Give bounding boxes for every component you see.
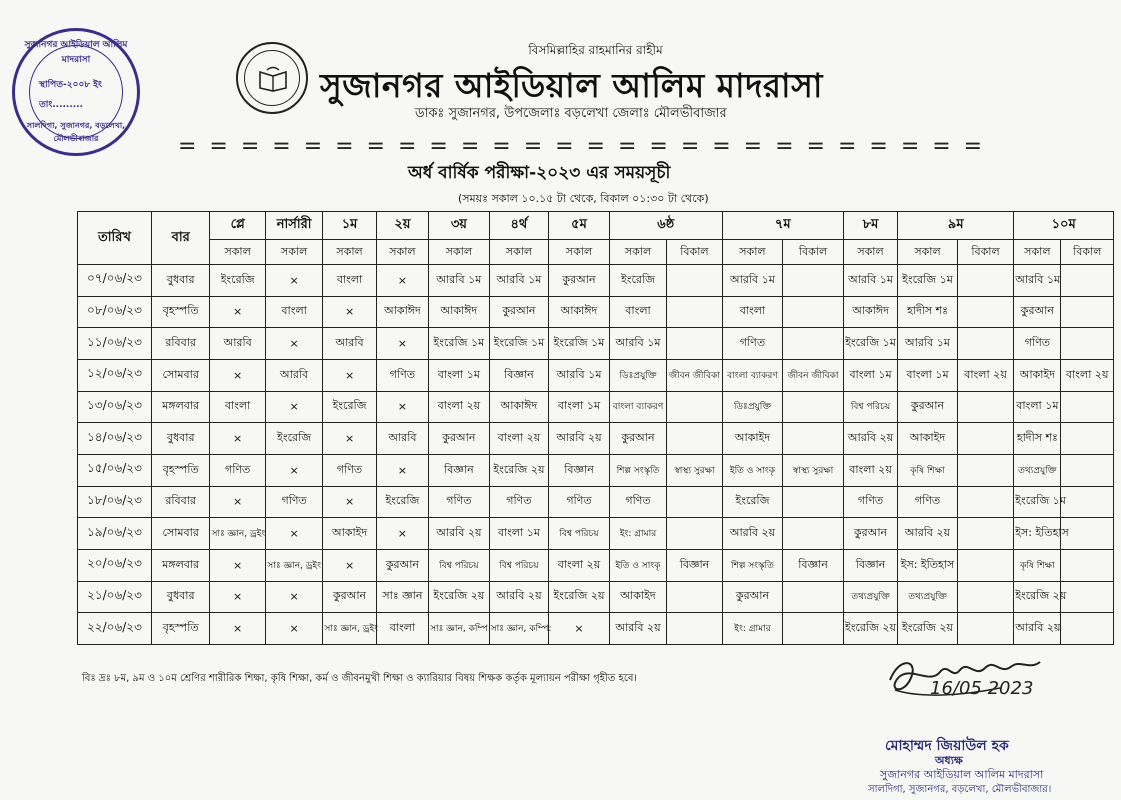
- subject-cell: গণিত: [1014, 328, 1061, 360]
- subject-cell: বাংলা: [376, 613, 428, 645]
- subject-cell: আরবি ২য়: [429, 518, 490, 550]
- subject-cell: গণিত: [843, 486, 897, 518]
- subject-cell: [783, 391, 844, 423]
- subject-cell: আরবি ১ম: [609, 328, 666, 360]
- row-day: রবিবার: [151, 486, 210, 518]
- class-header: ৪র্থ: [489, 212, 549, 240]
- subject-cell: কুরআন: [722, 581, 783, 613]
- subject-cell: [1061, 581, 1114, 613]
- row-day: মঙ্গলবার: [151, 549, 210, 581]
- subject-cell: তথ্যপ্রযুক্তি: [1014, 454, 1061, 486]
- session-header: বিকাল: [957, 240, 1013, 265]
- subject-cell: আরবি ১ম: [843, 265, 897, 297]
- subject-cell: ×: [210, 549, 265, 581]
- subject-cell: [957, 328, 1013, 360]
- subject-cell: কুরআন: [549, 265, 610, 297]
- subject-cell: বিজ্ঞান: [843, 549, 897, 581]
- table-header-row-classes: [78, 212, 1114, 240]
- subject-cell: ×: [265, 328, 322, 360]
- subject-cell: সাঃ জ্ঞান, কম্পি:: [429, 613, 490, 645]
- subject-cell: বিজ্ঞান: [489, 359, 549, 391]
- class-header: ২য়: [376, 212, 428, 240]
- subject-cell: [957, 265, 1013, 297]
- class-header: ৮ম: [843, 212, 897, 240]
- subject-cell: ×: [376, 454, 428, 486]
- session-header: সকাল: [609, 240, 666, 265]
- subject-cell: [1061, 486, 1114, 518]
- subject-cell: [1061, 613, 1114, 645]
- subject-cell: [1061, 328, 1114, 360]
- subject-cell: বিজ্ঞান: [667, 549, 722, 581]
- subject-cell: আকাঈদ: [843, 296, 897, 328]
- class-header: ৬ষ্ঠ: [609, 212, 722, 240]
- subject-cell: ×: [265, 391, 322, 423]
- session-header: সকাল: [843, 240, 897, 265]
- subject-cell: আরবি ১ম: [1014, 265, 1061, 297]
- class-header: ১ম: [323, 212, 376, 240]
- subject-cell: গণিত: [898, 486, 958, 518]
- subject-cell: [667, 581, 722, 613]
- subject-cell: ×: [376, 265, 428, 297]
- subject-cell: [957, 391, 1013, 423]
- row-day: মঙ্গলবার: [151, 391, 210, 423]
- subject-cell: ইস: ইতিহাস: [1014, 518, 1061, 550]
- stamp-established: স্থাপিত-২০০৮ ইং: [39, 80, 102, 90]
- seal-school-name: সুজানগর আইডিয়াল আলিম মাদরাসা: [880, 768, 1044, 781]
- subject-cell: ×: [376, 518, 428, 550]
- subject-cell: আরবি: [265, 359, 322, 391]
- subject-cell: আকাঈদ: [429, 296, 490, 328]
- row-day: রবিবার: [151, 328, 210, 360]
- day-header: বার: [151, 212, 210, 265]
- subject-cell: সাঃ জ্ঞান, ড্রইং: [323, 613, 376, 645]
- row-date: ১৫/০৬/২৩: [78, 454, 152, 486]
- subject-cell: [667, 518, 722, 550]
- session-header: সকাল: [376, 240, 428, 265]
- subject-cell: [783, 581, 844, 613]
- row-date: ১৯/০৬/২৩: [78, 518, 152, 550]
- subject-cell: [1061, 391, 1114, 423]
- subject-cell: সাঃ জ্ঞান: [376, 581, 428, 613]
- session-header: সকাল: [489, 240, 549, 265]
- row-day: বুধবার: [151, 423, 210, 455]
- subject-cell: বিজ্ঞান: [783, 549, 844, 581]
- subject-cell: [1061, 265, 1114, 297]
- subject-cell: [1061, 296, 1114, 328]
- subject-cell: আকাইদ: [1014, 359, 1061, 391]
- subject-cell: ×: [549, 613, 610, 645]
- principal-role: অধ্যক্ষ: [935, 754, 963, 767]
- subject-cell: ইংরেজি: [210, 265, 265, 297]
- table-row: [78, 549, 1114, 581]
- subject-cell: [667, 296, 722, 328]
- subject-cell: স্বাস্থ্য সুরক্ষা: [667, 454, 722, 486]
- subject-cell: আরবি: [323, 328, 376, 360]
- subject-cell: [957, 454, 1013, 486]
- session-header: সকাল: [1014, 240, 1061, 265]
- subject-cell: কুরআন: [376, 549, 428, 581]
- table-row: [78, 613, 1114, 645]
- subject-cell: [957, 296, 1013, 328]
- subject-cell: বিজ্ঞান: [549, 454, 610, 486]
- subject-cell: বাংলা: [722, 296, 783, 328]
- subject-cell: আকাঈদ: [489, 391, 549, 423]
- subject-cell: কুরআন: [489, 296, 549, 328]
- session-header: বিকাল: [667, 240, 722, 265]
- subject-cell: [667, 423, 722, 455]
- subject-cell: [783, 328, 844, 360]
- subject-cell: বাংলা ১ম: [843, 359, 897, 391]
- subject-cell: [667, 613, 722, 645]
- subject-cell: ×: [210, 486, 265, 518]
- table-row: [78, 391, 1114, 423]
- subject-cell: [783, 423, 844, 455]
- subject-cell: বাংলা ২য়: [1061, 359, 1114, 391]
- row-date: ২০/০৬/২৩: [78, 549, 152, 581]
- subject-cell: গণিত: [429, 486, 490, 518]
- class-header: ৫ম: [549, 212, 610, 240]
- row-day: বৃহস্পতি: [151, 296, 210, 328]
- subject-cell: কুরআন: [609, 423, 666, 455]
- subject-cell: গণিত: [722, 328, 783, 360]
- subject-cell: ×: [210, 359, 265, 391]
- subject-cell: গণিত: [210, 454, 265, 486]
- subject-cell: বিশ্ব পরিচয়: [549, 518, 610, 550]
- subject-cell: গণিত: [265, 486, 322, 518]
- subject-cell: ইংরেজি ২য়: [898, 613, 958, 645]
- table-row: [78, 486, 1114, 518]
- class-header: ১০ম: [1014, 212, 1114, 240]
- subject-cell: ×: [323, 486, 376, 518]
- row-date: ১৪/০৬/২৩: [78, 423, 152, 455]
- subject-cell: ইংরেজি: [265, 423, 322, 455]
- session-header: সকাল: [210, 240, 265, 265]
- subject-cell: ইংরেজি: [323, 391, 376, 423]
- subject-cell: ইংরেজি ১ম: [429, 328, 490, 360]
- subject-cell: ইংরেজি ১ম: [843, 328, 897, 360]
- subject-cell: ইংরেজি: [609, 265, 666, 297]
- table-row: [78, 518, 1114, 550]
- subject-cell: ইং: গ্রামার: [609, 518, 666, 550]
- subject-cell: [957, 518, 1013, 550]
- subject-cell: ইংরেজি ২য়: [489, 454, 549, 486]
- subject-cell: আকাঈদ: [376, 296, 428, 328]
- row-date: ১৩/০৬/২৩: [78, 391, 152, 423]
- subject-cell: বাংলা ১ম: [429, 359, 490, 391]
- subject-cell: ×: [210, 613, 265, 645]
- subject-cell: বাংলা: [609, 296, 666, 328]
- stamp-ring-bottom-text: সালদিগা, সুজানগর, বড়লেখা, মৌলভীবাজার: [26, 121, 126, 143]
- subject-cell: বাংলা ১ম: [898, 359, 958, 391]
- subject-cell: আকাইদ: [722, 423, 783, 455]
- subject-cell: [1061, 549, 1114, 581]
- subject-cell: [783, 486, 844, 518]
- row-day: বৃহস্পতি: [151, 454, 210, 486]
- subject-cell: ইংরেজি ২য়: [843, 613, 897, 645]
- subject-cell: [783, 613, 844, 645]
- session-header: বিকাল: [783, 240, 844, 265]
- header-divider: = = = = = = = = = = = = = = = = = = = = = = = = = =: [178, 134, 986, 159]
- subject-cell: বিশ্ব পরিচয়: [429, 549, 490, 581]
- subject-cell: আরবি ২য়: [489, 581, 549, 613]
- subject-cell: ইস: ইতিহাস: [898, 549, 958, 581]
- subject-cell: [957, 423, 1013, 455]
- class-header: প্লে: [210, 212, 265, 240]
- subject-cell: আরবি ২য়: [722, 518, 783, 550]
- subject-cell: সাঃ জ্ঞান, কম্পি:: [489, 613, 549, 645]
- subject-cell: আরবি ২য়: [1014, 613, 1061, 645]
- subject-cell: [783, 518, 844, 550]
- subject-cell: [957, 581, 1013, 613]
- subject-cell: ×: [376, 328, 428, 360]
- subject-cell: কুরআন: [429, 423, 490, 455]
- subject-cell: ইংরেজি ১ম: [489, 328, 549, 360]
- subject-cell: [667, 486, 722, 518]
- stamp-date-label: তাং.........: [39, 100, 84, 110]
- signature-date: 16/05 2023: [930, 678, 1034, 699]
- subject-cell: ইংরেজি ২য়: [1014, 581, 1061, 613]
- table-row: [78, 423, 1114, 455]
- subject-cell: [957, 486, 1013, 518]
- subject-cell: আরবি ২য়: [609, 613, 666, 645]
- subject-cell: বাংলা ১ম: [1014, 391, 1061, 423]
- subject-cell: [783, 265, 844, 297]
- row-day: সোমবার: [151, 518, 210, 550]
- subject-cell: ×: [323, 296, 376, 328]
- subject-cell: কৃষি শিক্ষা: [898, 454, 958, 486]
- table-row: [78, 265, 1114, 297]
- row-day: বুধবার: [151, 265, 210, 297]
- subject-cell: ইংরেজি: [376, 486, 428, 518]
- subject-cell: ডিঃপ্রযুক্তি: [609, 359, 666, 391]
- footnote: বিঃ দ্রঃ ৮ম, ৯ম ও ১০ম শ্রেণির শারীরিক শিক্ষা, কৃষি শিক্ষা, কর্ম ও জীবনমুখী শিক্ষা ও ক্যারিয়ার বিষয় শিক্ষক কর্তৃক মূল্যায়ন পরীক্ষা গৃহীত হবে।: [82, 673, 637, 684]
- subject-cell: আরবি ১ম: [489, 265, 549, 297]
- subject-cell: ×: [323, 549, 376, 581]
- subject-cell: কুরআন: [1014, 296, 1061, 328]
- subject-cell: জীবন জীবিকা: [667, 359, 722, 391]
- session-header: সকাল: [429, 240, 490, 265]
- row-day: সোমবার: [151, 359, 210, 391]
- subject-cell: [1061, 454, 1114, 486]
- date-header: তারিখ: [78, 212, 152, 265]
- row-date: ০৭/০৬/২৩: [78, 265, 152, 297]
- subject-cell: বিশ্ব পরিচয়: [489, 549, 549, 581]
- subject-cell: ×: [265, 454, 322, 486]
- exam-title: অর্ধ বার্ষিক পরীক্ষা-২০২৩ এর সময়সূচী: [408, 163, 671, 183]
- subject-cell: ইংরেজি: [722, 486, 783, 518]
- subject-cell: ইংরেজি ২য়: [549, 581, 610, 613]
- subject-cell: ইং: গ্রামার: [722, 613, 783, 645]
- school-address: ডাকঃ সুজানগর, উপজেলাঃ বড়লেখা জেলাঃ মৌলভীবাজার: [415, 106, 727, 121]
- subject-cell: আকাইদ: [323, 518, 376, 550]
- session-header: সকাল: [722, 240, 783, 265]
- subject-cell: বাংলা: [265, 296, 322, 328]
- subject-cell: গণিত: [376, 359, 428, 391]
- row-date: ১৮/০৬/২৩: [78, 486, 152, 518]
- book-icon: [258, 66, 288, 92]
- subject-cell: ইতি ও সাংকৃ: [609, 549, 666, 581]
- row-date: ২১/০৬/২৩: [78, 581, 152, 613]
- subject-cell: তথ্যপ্রযুক্তি: [898, 581, 958, 613]
- subject-cell: তথ্যপ্রযুক্তি: [843, 581, 897, 613]
- subject-cell: ×: [265, 518, 322, 550]
- signature: [880, 650, 1050, 730]
- subject-cell: বাংলা ২য়: [957, 359, 1013, 391]
- subject-cell: বিশ্ব পরিচয়: [843, 391, 897, 423]
- subject-cell: ইংরেজি ১ম: [898, 265, 958, 297]
- subject-cell: ইংরেজি ২য়: [429, 581, 490, 613]
- subject-cell: বাংলা: [323, 265, 376, 297]
- subject-cell: বাংলা ১ম: [549, 391, 610, 423]
- subject-cell: সাঃ জ্ঞান, ড্রইং: [210, 518, 265, 550]
- row-day: বুধবার: [151, 581, 210, 613]
- exam-routine-table: [77, 211, 1114, 645]
- subject-cell: ×: [210, 581, 265, 613]
- subject-cell: হাদীস শঃ: [898, 296, 958, 328]
- class-header: নার্সারী: [265, 212, 322, 240]
- subject-cell: ×: [265, 613, 322, 645]
- class-header: ৯ম: [898, 212, 1014, 240]
- subject-cell: ×: [376, 391, 428, 423]
- subject-cell: [667, 265, 722, 297]
- subject-cell: বাংলা ১ম: [489, 518, 549, 550]
- subject-cell: গণিত: [549, 486, 610, 518]
- principal-name: মোহাম্মদ জিয়াউল হক: [885, 738, 1009, 754]
- subject-cell: আরবি: [376, 423, 428, 455]
- session-header: সকাল: [549, 240, 610, 265]
- table-row: [78, 328, 1114, 360]
- table-row: [78, 581, 1114, 613]
- subject-cell: গণিত: [609, 486, 666, 518]
- subject-cell: আকাইদ: [609, 581, 666, 613]
- subject-cell: গণিত: [323, 454, 376, 486]
- row-day: বৃহস্পতি: [151, 613, 210, 645]
- subject-cell: আরবি: [210, 328, 265, 360]
- subject-cell: কুরআন: [323, 581, 376, 613]
- subject-cell: আরবি ১ম: [549, 359, 610, 391]
- subject-cell: ×: [265, 581, 322, 613]
- subject-cell: কুরআন: [898, 391, 958, 423]
- subject-cell: বাংলা ২য়: [489, 423, 549, 455]
- row-date: ১২/০৬/২৩: [78, 359, 152, 391]
- subject-cell: [783, 296, 844, 328]
- table-row: [78, 359, 1114, 391]
- subject-cell: [667, 391, 722, 423]
- subject-cell: বাংলা ব্যাকরণ: [722, 359, 783, 391]
- subject-cell: জীবন জীবিকা: [783, 359, 844, 391]
- session-header: বিকাল: [1061, 240, 1114, 265]
- subject-cell: বিজ্ঞান: [429, 454, 490, 486]
- subject-cell: আরবি ২য়: [549, 423, 610, 455]
- table-header-row-sessions: [78, 240, 1114, 265]
- bismillah-text: বিসমিল্লাহির রাহমানির রাহীম: [528, 43, 663, 57]
- row-date: ১১/০৬/২৩: [78, 328, 152, 360]
- session-header: সকাল: [265, 240, 322, 265]
- subject-cell: কুরআন: [843, 518, 897, 550]
- class-header: ৭ম: [722, 212, 843, 240]
- subject-cell: শিল্প সংস্কৃতি: [722, 549, 783, 581]
- subject-cell: আকাইদ: [898, 423, 958, 455]
- subject-cell: ×: [323, 423, 376, 455]
- subject-cell: ডিঃপ্রযুক্তি: [722, 391, 783, 423]
- subject-cell: আরবি ১ম: [429, 265, 490, 297]
- subject-cell: কৃষি শিক্ষা: [1014, 549, 1061, 581]
- table-row: [78, 296, 1114, 328]
- subject-cell: আরবি ২য়: [898, 518, 958, 550]
- subject-cell: বাংলা ২য়: [429, 391, 490, 423]
- row-date: ০৮/০৬/২৩: [78, 296, 152, 328]
- subject-cell: [667, 328, 722, 360]
- subject-cell: [957, 613, 1013, 645]
- class-header: ৩য়: [429, 212, 490, 240]
- subject-cell: শিল্প সংস্কৃতি: [609, 454, 666, 486]
- subject-cell: আরবি ১ম: [898, 328, 958, 360]
- subject-cell: আরবি ২য়: [843, 423, 897, 455]
- subject-cell: ইংরেজি ১ম: [1014, 486, 1061, 518]
- subject-cell: সাঃ জ্ঞান, ড্রইং: [265, 549, 322, 581]
- subject-cell: [1061, 423, 1114, 455]
- subject-cell: বাংলা ব্যাকরণ: [609, 391, 666, 423]
- subject-cell: ইংরেজি ১ম: [549, 328, 610, 360]
- school-name: সুজানগর আইডিয়াল আলিম মাদরাসা: [320, 66, 823, 105]
- subject-cell: ×: [210, 296, 265, 328]
- subject-cell: হাদীস শঃ: [1014, 423, 1061, 455]
- exam-time: (সময়ঃ সকাল ১০.১৫ টা থেকে, বিকাল ০১:৩০ টা থেকে): [458, 192, 709, 205]
- subject-cell: স্বাস্থ্য সুরক্ষা: [783, 454, 844, 486]
- subject-cell: [957, 549, 1013, 581]
- subject-cell: বাংলা ২য়: [843, 454, 897, 486]
- subject-cell: ×: [323, 359, 376, 391]
- subject-cell: ইতি ও সাংকৃ: [722, 454, 783, 486]
- session-header: সকাল: [323, 240, 376, 265]
- row-date: ২২/০৬/২৩: [78, 613, 152, 645]
- table-row: [78, 454, 1114, 486]
- stamp-ring-top-text: সুজানগর আইডিয়াল আলিম মাদরাসা: [24, 40, 128, 65]
- seal-school-address: সালদিগা, সুজানগর, বড়লেখা, মৌলভীবাজার।: [868, 784, 1052, 795]
- subject-cell: আরবি ১ম: [722, 265, 783, 297]
- subject-cell: আকাঈদ: [549, 296, 610, 328]
- subject-cell: ×: [210, 423, 265, 455]
- session-header: সকাল: [898, 240, 958, 265]
- subject-cell: বাংলা ২য়: [549, 549, 610, 581]
- subject-cell: ×: [265, 265, 322, 297]
- subject-cell: গণিত: [489, 486, 549, 518]
- subject-cell: বাংলা: [210, 391, 265, 423]
